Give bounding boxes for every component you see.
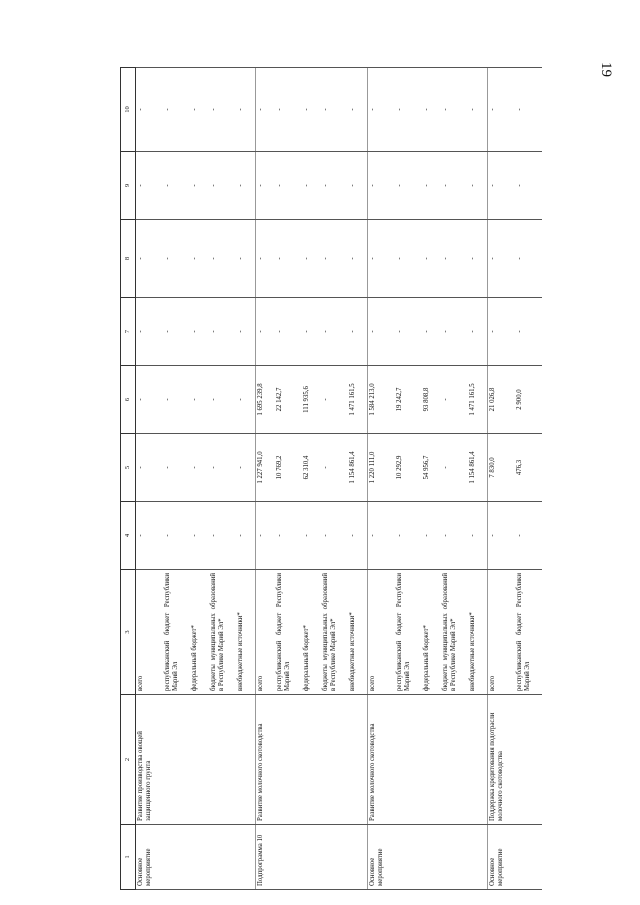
- table-cell-c10: -: [321, 68, 348, 152]
- table-row: [348, 68, 368, 890]
- table-cell-c9: -: [136, 152, 164, 220]
- table-cell-c9: -: [321, 152, 348, 220]
- table-cell-c3: внебюджетные источники*: [236, 570, 256, 695]
- table-cell-c9: -: [163, 152, 190, 220]
- table-cell-c8: -: [275, 220, 302, 298]
- table-cell-c6: 1 471 161,5: [348, 366, 368, 434]
- table-cell-c8: -: [302, 220, 321, 298]
- table-cell-c8: -: [395, 220, 422, 298]
- table-cell-c7: -: [515, 298, 542, 366]
- table-cell-c3: республиканский бюджет Республики Марий Эл: [275, 570, 302, 695]
- table-cell-c6: -: [236, 366, 256, 434]
- table-cell-c5: -: [209, 434, 236, 502]
- column-header-3: 3: [121, 570, 136, 695]
- column-header-7: 7: [121, 298, 136, 366]
- table-cell-c8: -: [468, 220, 488, 298]
- table-cell-c2: Поддержка кредитования подотрасли молочного скотоводства: [488, 695, 516, 825]
- table-cell-c1: [515, 825, 542, 890]
- table-cell-c1: Основное мероприятие: [488, 825, 516, 890]
- rotated-table-container: [120, 68, 530, 890]
- table-cell-c4: -: [256, 502, 276, 570]
- table-cell-c6: 1 695 239,8: [256, 366, 276, 434]
- table-cell-c6: 111 935,6: [302, 366, 321, 434]
- table-cell-c2: Развитие молочного скотоводства: [256, 695, 276, 825]
- table-cell-c10: -: [348, 68, 368, 152]
- table-cell-c2: [236, 695, 256, 825]
- table-cell-c10: -: [441, 68, 468, 152]
- table-cell-c9: -: [236, 152, 256, 220]
- table-cell-c2: [209, 695, 236, 825]
- table-cell-c1: [468, 825, 488, 890]
- table-cell-c4: -: [302, 502, 321, 570]
- table-cell-c6: 19 242,7: [395, 366, 422, 434]
- table-cell-c5: 10 769,2: [275, 434, 302, 502]
- table-row: [515, 68, 542, 890]
- table-cell-c6: 22 142,7: [275, 366, 302, 434]
- table-cell-c7: -: [468, 298, 488, 366]
- table-body: [136, 68, 543, 890]
- table-cell-c1: Подпрограмма 10: [256, 825, 276, 890]
- column-header-2: 2: [121, 695, 136, 825]
- table-row: [468, 68, 488, 890]
- table-cell-c10: -: [136, 68, 164, 152]
- table-cell-c10: -: [275, 68, 302, 152]
- table-cell-c2: Развитие молочного скотоводства: [368, 695, 396, 825]
- table-cell-c9: -: [302, 152, 321, 220]
- table-cell-c10: -: [256, 68, 276, 152]
- table-cell-c4: -: [275, 502, 302, 570]
- table-cell-c7: -: [236, 298, 256, 366]
- table-cell-c2: [190, 695, 209, 825]
- table-cell-c4: -: [441, 502, 468, 570]
- table-row: [163, 68, 190, 890]
- table-cell-c5: -: [163, 434, 190, 502]
- table-cell-c2: [395, 695, 422, 825]
- table-cell-c8: -: [321, 220, 348, 298]
- table-cell-c3: внебюджетные источники*: [468, 570, 488, 695]
- table-cell-c8: -: [488, 220, 516, 298]
- table-cell-c1: [190, 825, 209, 890]
- table-cell-c8: -: [515, 220, 542, 298]
- table-cell-c4: -: [136, 502, 164, 570]
- table-cell-c2: [321, 695, 348, 825]
- table-cell-c10: -: [368, 68, 396, 152]
- column-header-9: 9: [121, 152, 136, 220]
- table-cell-c10: -: [488, 68, 516, 152]
- table-cell-c10: -: [515, 68, 542, 152]
- table-cell-c4: -: [321, 502, 348, 570]
- table-cell-c1: [348, 825, 368, 890]
- table-cell-c5: 1 154 861,4: [348, 434, 368, 502]
- table-cell-c4: -: [468, 502, 488, 570]
- table-cell-c6: -: [136, 366, 164, 434]
- table-cell-c8: -: [209, 220, 236, 298]
- table-cell-c6: 2 900,0: [515, 366, 542, 434]
- table-row: [321, 68, 348, 890]
- table-cell-c3: федеральный бюджет*: [422, 570, 441, 695]
- table-cell-c7: -: [136, 298, 164, 366]
- table-cell-c6: 1 584 213,0: [368, 366, 396, 434]
- table-row: [256, 68, 276, 890]
- table-cell-c5: 54 956,7: [422, 434, 441, 502]
- table-cell-c10: -: [236, 68, 256, 152]
- table-cell-c9: -: [190, 152, 209, 220]
- table-cell-c6: 93 808,8: [422, 366, 441, 434]
- table-cell-c8: -: [368, 220, 396, 298]
- table-cell-c7: -: [395, 298, 422, 366]
- table-cell-c5: -: [190, 434, 209, 502]
- table-cell-c6: 1 471 161,5: [468, 366, 488, 434]
- table-cell-c7: -: [488, 298, 516, 366]
- table-cell-c4: -: [515, 502, 542, 570]
- table-cell-c10: -: [468, 68, 488, 152]
- table-cell-c3: всего: [136, 570, 164, 695]
- table-cell-c1: [321, 825, 348, 890]
- table-cell-c10: -: [190, 68, 209, 152]
- table-cell-c1: [395, 825, 422, 890]
- table-cell-c1: Основное мероприятие: [368, 825, 396, 890]
- table-row: [190, 68, 209, 890]
- table-row: [136, 68, 164, 890]
- table-cell-c3: бюджеты муниципальных образований в Республике Марий Эл*: [321, 570, 348, 695]
- table-cell-c10: -: [209, 68, 236, 152]
- table-cell-c6: -: [209, 366, 236, 434]
- table-cell-c3: федеральный бюджет*: [302, 570, 321, 695]
- table-row: [368, 68, 396, 890]
- table-cell-c9: -: [395, 152, 422, 220]
- table-cell-c3: республиканский бюджет Республики Марий Эл: [395, 570, 422, 695]
- table-cell-c1: [422, 825, 441, 890]
- table-cell-c2: [468, 695, 488, 825]
- table-cell-c2: [422, 695, 441, 825]
- table-cell-c1: [236, 825, 256, 890]
- table-cell-c7: -: [256, 298, 276, 366]
- table-cell-c7: -: [275, 298, 302, 366]
- table-cell-c1: Основное мероприятие: [136, 825, 164, 890]
- table-cell-c8: -: [236, 220, 256, 298]
- table-cell-c7: -: [163, 298, 190, 366]
- table-cell-c9: -: [368, 152, 396, 220]
- table-cell-c6: -: [441, 366, 468, 434]
- column-header-1: 1: [121, 825, 136, 890]
- table-cell-c8: -: [136, 220, 164, 298]
- table-cell-c6: -: [190, 366, 209, 434]
- table-cell-c5: 1 220 111,0: [368, 434, 396, 502]
- table-cell-c3: всего: [488, 570, 516, 695]
- table-cell-c1: [275, 825, 302, 890]
- table-cell-c8: -: [422, 220, 441, 298]
- table-cell-c1: [302, 825, 321, 890]
- table-cell-c7: -: [348, 298, 368, 366]
- table-cell-c9: -: [468, 152, 488, 220]
- table-cell-c9: -: [422, 152, 441, 220]
- table-cell-c7: -: [422, 298, 441, 366]
- table-cell-c4: -: [190, 502, 209, 570]
- table-row: [488, 68, 516, 890]
- table-cell-c4: -: [395, 502, 422, 570]
- table-cell-c8: -: [441, 220, 468, 298]
- table-cell-c5: -: [321, 434, 348, 502]
- table-row: [236, 68, 256, 890]
- table-cell-c4: -: [348, 502, 368, 570]
- table-cell-c1: [209, 825, 236, 890]
- table-cell-c2: [515, 695, 542, 825]
- funding-table: [120, 67, 542, 890]
- table-cell-c6: 21 026,8: [488, 366, 516, 434]
- table-cell-c3: республиканский бюджет Республики Марий Эл: [163, 570, 190, 695]
- table-cell-c9: -: [488, 152, 516, 220]
- table-cell-c5: 7 830,0: [488, 434, 516, 502]
- table-cell-c3: бюджеты муниципальных образований в Республике Марий Эл*: [209, 570, 236, 695]
- table-cell-c5: 476,3: [515, 434, 542, 502]
- column-header-6: 6: [121, 366, 136, 434]
- table-cell-c8: -: [163, 220, 190, 298]
- table-cell-c2: Развитие производства овощей защищенного грунта: [136, 695, 164, 825]
- table-cell-c6: -: [163, 366, 190, 434]
- table-cell-c6: -: [321, 366, 348, 434]
- table-cell-c10: -: [302, 68, 321, 152]
- table-cell-c4: -: [368, 502, 396, 570]
- table-cell-c9: -: [441, 152, 468, 220]
- table-cell-c8: -: [348, 220, 368, 298]
- table-cell-c5: -: [441, 434, 468, 502]
- column-header-8: 8: [121, 220, 136, 298]
- table-cell-c4: -: [209, 502, 236, 570]
- table-cell-c9: -: [515, 152, 542, 220]
- header-row: [121, 68, 136, 890]
- table-cell-c10: -: [395, 68, 422, 152]
- table-cell-c8: -: [190, 220, 209, 298]
- table-cell-c3: всего: [368, 570, 396, 695]
- table-cell-c10: -: [422, 68, 441, 152]
- table-cell-c7: -: [368, 298, 396, 366]
- table-cell-c4: -: [163, 502, 190, 570]
- table-cell-c9: -: [275, 152, 302, 220]
- page-number: 19: [598, 62, 614, 77]
- table-cell-c9: -: [209, 152, 236, 220]
- table-cell-c3: всего: [256, 570, 276, 695]
- table-cell-c5: 1 227 941,0: [256, 434, 276, 502]
- table-cell-c7: -: [209, 298, 236, 366]
- table-row: [422, 68, 441, 890]
- table-cell-c5: 10 292,9: [395, 434, 422, 502]
- table-cell-c2: [275, 695, 302, 825]
- table-row: [275, 68, 302, 890]
- table-row: [395, 68, 422, 890]
- table-cell-c5: 1 154 861,4: [468, 434, 488, 502]
- table-row: [302, 68, 321, 890]
- table-cell-c2: [163, 695, 190, 825]
- table-cell-c9: -: [256, 152, 276, 220]
- table-cell-c1: [441, 825, 468, 890]
- table-cell-c8: -: [256, 220, 276, 298]
- table-cell-c5: -: [236, 434, 256, 502]
- column-header-5: 5: [121, 434, 136, 502]
- table-cell-c5: 62 310,4: [302, 434, 321, 502]
- table-cell-c10: -: [163, 68, 190, 152]
- table-cell-c3: республиканский бюджет Республики Марий Эл: [515, 570, 542, 695]
- table-cell-c4: -: [488, 502, 516, 570]
- table-cell-c3: внебюджетные источники*: [348, 570, 368, 695]
- table-cell-c1: [163, 825, 190, 890]
- column-header-4: 4: [121, 502, 136, 570]
- table-cell-c4: -: [236, 502, 256, 570]
- table-cell-c5: -: [136, 434, 164, 502]
- table-cell-c3: федеральный бюджет*: [190, 570, 209, 695]
- table-cell-c9: -: [348, 152, 368, 220]
- column-header-10: 10: [121, 68, 136, 152]
- table-cell-c7: -: [190, 298, 209, 366]
- table-cell-c4: -: [422, 502, 441, 570]
- table-row: [441, 68, 468, 890]
- table-cell-c2: [441, 695, 468, 825]
- table-cell-c2: [302, 695, 321, 825]
- table-row: [209, 68, 236, 890]
- table-cell-c7: -: [441, 298, 468, 366]
- table-cell-c7: -: [302, 298, 321, 366]
- table-cell-c3: бюджеты муниципальных образований в Республике Марий Эл*: [441, 570, 468, 695]
- table-cell-c2: [348, 695, 368, 825]
- table-cell-c7: -: [321, 298, 348, 366]
